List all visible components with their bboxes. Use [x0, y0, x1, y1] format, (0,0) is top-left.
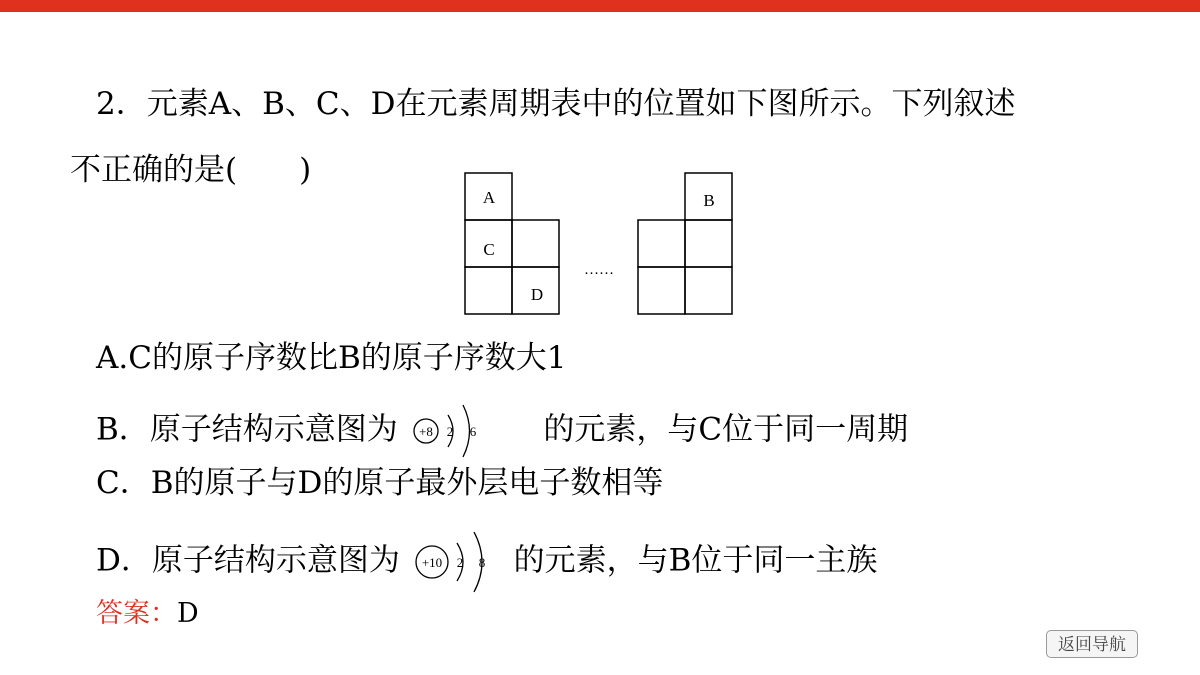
- shell-1-electrons: 2: [456, 555, 463, 570]
- answer-label: 答案：: [96, 598, 177, 629]
- question-line-2: 不正确的是( ): [70, 152, 312, 188]
- atom-diagram-oxygen: [412, 399, 490, 463]
- nucleus-label: +10: [421, 555, 442, 570]
- ellipsis: ……: [584, 262, 614, 278]
- option-d: [96, 527, 877, 597]
- answer: [96, 594, 199, 634]
- cell-empty: [638, 267, 685, 314]
- shell-2-electrons: 8: [478, 555, 485, 570]
- option-b: [96, 399, 908, 463]
- option-d-suffix: 的元素，与B位于同一主族: [513, 542, 878, 579]
- cell-b-label: B: [703, 191, 715, 210]
- cell-empty: [465, 267, 512, 314]
- cell-a-label: A: [482, 188, 496, 207]
- back-to-navigation-button[interactable]: 返回导航: [1046, 630, 1138, 658]
- shell-1-electrons: 2: [446, 424, 453, 439]
- option-c: C．B的原子与D的原子最外层电子数相等: [96, 465, 664, 501]
- cell-c-label: C: [483, 240, 495, 259]
- cell-d-label: D: [530, 285, 544, 304]
- answer-value: D: [177, 598, 199, 629]
- cell-empty: [685, 267, 732, 314]
- question-line-1: 2．元素A、B、C、D在元素周期表中的位置如下图所示。下列叙述: [96, 86, 1016, 122]
- option-a: A.C的原子序数比B的原子序数大1: [96, 340, 567, 376]
- shell-2-electrons: 6: [469, 424, 476, 439]
- option-b-prefix: B．原子结构示意图为: [96, 411, 398, 448]
- cell-empty: [638, 220, 685, 267]
- top-accent-bar: [0, 0, 1200, 12]
- option-d-prefix: D．原子结构示意图为: [96, 542, 400, 579]
- periodic-table-figure: [460, 170, 740, 320]
- nucleus-label: +8: [418, 424, 433, 439]
- atom-diagram-neon: [414, 527, 500, 597]
- cell-empty: [512, 220, 559, 267]
- cell-empty: [685, 220, 732, 267]
- option-b-suffix: 的元素，与C位于同一周期: [543, 411, 909, 448]
